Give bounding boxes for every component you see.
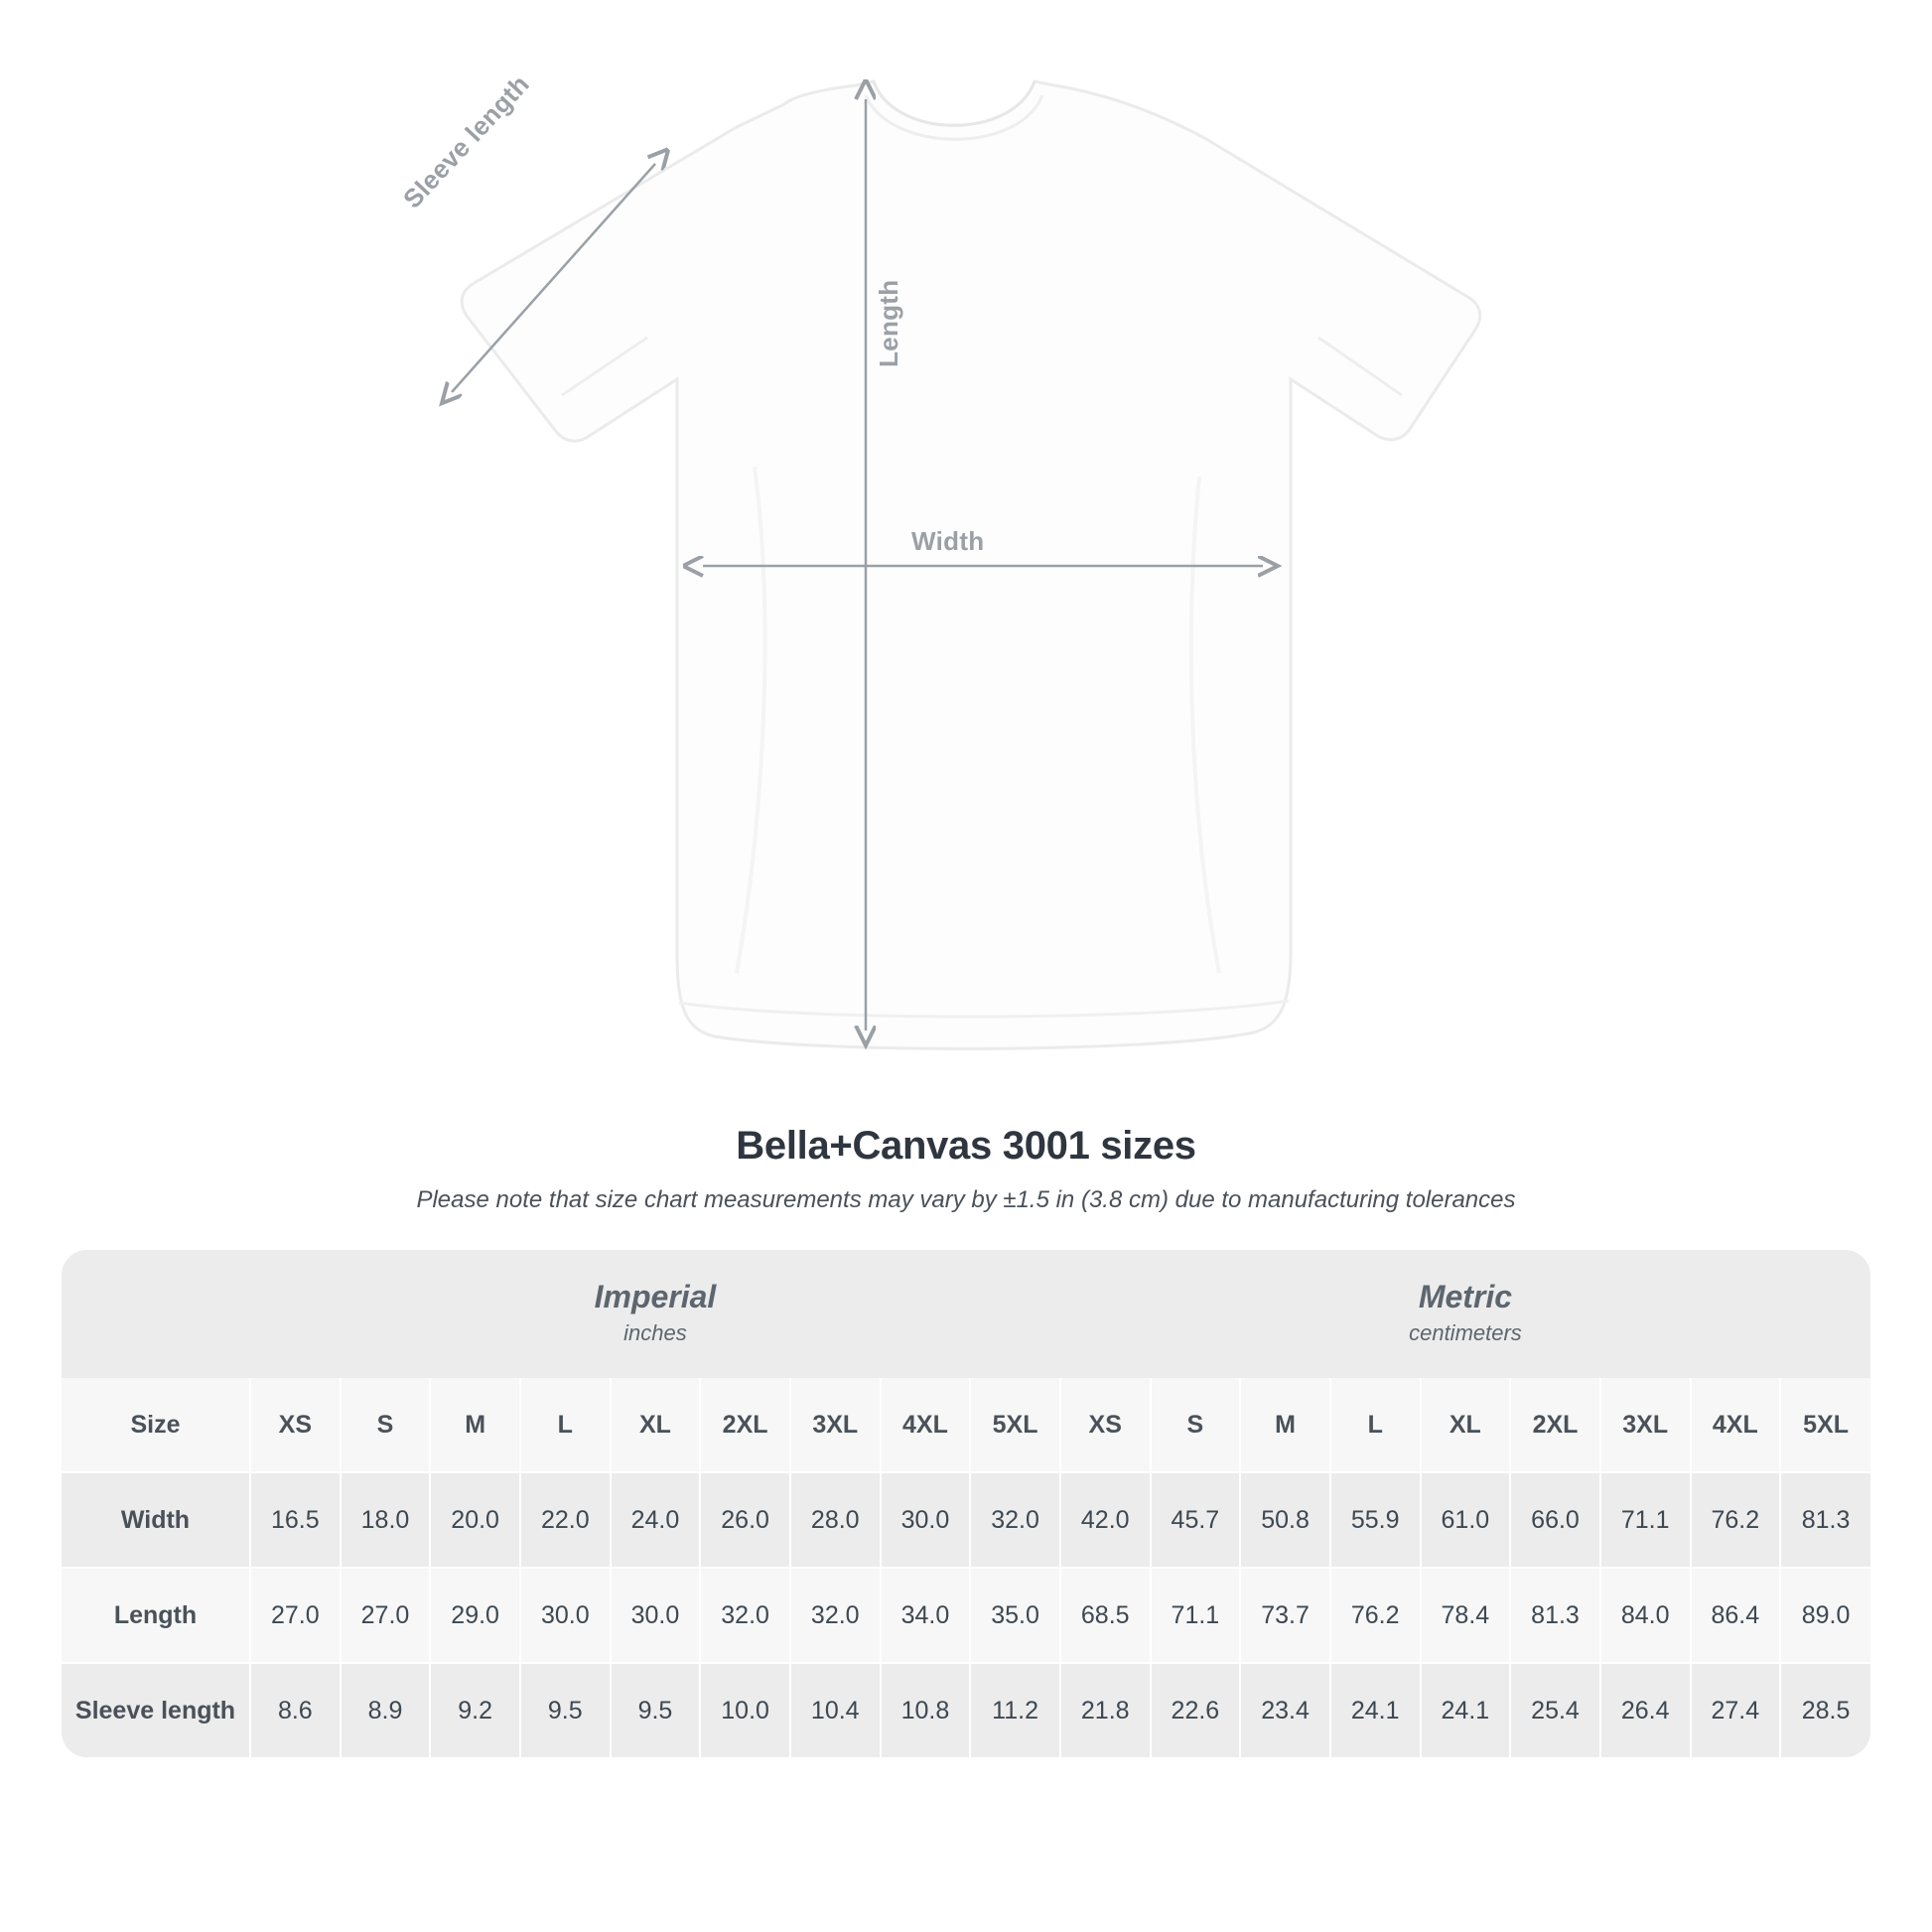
cell-length-imp-4xl: 34.0 <box>881 1568 971 1663</box>
cell-width-met-5xl: 81.3 <box>1780 1472 1870 1568</box>
cell-sleeve-met-2xl: 25.4 <box>1510 1663 1600 1757</box>
row-label-sleeve-length: Sleeve length <box>62 1663 250 1757</box>
cell-sleeve-imp-2xl: 10.0 <box>700 1663 790 1757</box>
cell-sleeve-imp-m: 9.2 <box>430 1663 520 1757</box>
cell-length-imp-l: 30.0 <box>520 1568 611 1663</box>
width-label: Width <box>911 526 985 556</box>
size-header-met-xl: XL <box>1421 1378 1511 1472</box>
size-header-met-s: S <box>1151 1378 1241 1472</box>
cell-width-imp-4xl: 30.0 <box>881 1472 971 1568</box>
cell-length-imp-xs: 27.0 <box>250 1568 341 1663</box>
size-header-row <box>62 1378 1870 1472</box>
unit-header-row <box>62 1250 1870 1378</box>
row-label-width: Width <box>62 1472 250 1568</box>
page-title: Bella+Canvas 3001 sizes <box>736 1124 1196 1168</box>
page-subtitle: Please note that size chart measurements may vary by ±1.5 in (3.8 cm) due to manufacturing tolerances <box>416 1186 1516 1213</box>
cell-length-imp-2xl: 32.0 <box>700 1568 790 1663</box>
size-header-imp-3xl: 3XL <box>790 1378 881 1472</box>
size-chart-table-wrap <box>62 1250 1870 1757</box>
size-header-imp-4xl: 4XL <box>881 1378 971 1472</box>
unit-header-spacer <box>62 1250 250 1378</box>
size-header-met-5xl: 5XL <box>1780 1378 1870 1472</box>
cell-sleeve-imp-xs: 8.6 <box>250 1663 341 1757</box>
table-row <box>62 1663 1870 1757</box>
length-label: Length <box>874 279 903 367</box>
cell-width-imp-m: 20.0 <box>430 1472 520 1568</box>
cell-sleeve-imp-xl: 9.5 <box>611 1663 701 1757</box>
sleeve-length-label: Sleeve length <box>397 69 535 214</box>
cell-sleeve-imp-s: 8.9 <box>341 1663 431 1757</box>
size-header-label: Size <box>62 1378 250 1472</box>
size-header-imp-l: L <box>520 1378 611 1472</box>
unit-metric-sub: centimeters <box>1409 1320 1522 1346</box>
table-row <box>62 1472 1870 1568</box>
cell-width-met-xs: 42.0 <box>1060 1472 1151 1568</box>
cell-sleeve-met-xl: 24.1 <box>1421 1663 1511 1757</box>
cell-length-imp-xl: 30.0 <box>611 1568 701 1663</box>
cell-length-imp-s: 27.0 <box>341 1568 431 1663</box>
cell-width-met-m: 50.8 <box>1240 1472 1330 1568</box>
table-row <box>62 1568 1870 1663</box>
cell-sleeve-met-xs: 21.8 <box>1060 1663 1151 1757</box>
cell-width-imp-s: 18.0 <box>341 1472 431 1568</box>
size-header-imp-5xl: 5XL <box>970 1378 1060 1472</box>
cell-sleeve-met-l: 24.1 <box>1330 1663 1421 1757</box>
size-header-met-l: L <box>1330 1378 1421 1472</box>
size-header-imp-xl: XL <box>611 1378 701 1472</box>
cell-width-imp-l: 22.0 <box>520 1472 611 1568</box>
cell-width-met-l: 55.9 <box>1330 1472 1421 1568</box>
cell-width-imp-2xl: 26.0 <box>700 1472 790 1568</box>
cell-length-met-4xl: 86.4 <box>1691 1568 1781 1663</box>
unit-group-imperial <box>250 1250 1060 1378</box>
size-header-imp-xs: XS <box>250 1378 341 1472</box>
cell-width-imp-3xl: 28.0 <box>790 1472 881 1568</box>
cell-sleeve-met-m: 23.4 <box>1240 1663 1330 1757</box>
size-header-met-2xl: 2XL <box>1510 1378 1600 1472</box>
size-header-met-4xl: 4XL <box>1691 1378 1781 1472</box>
cell-sleeve-met-s: 22.6 <box>1151 1663 1241 1757</box>
cell-sleeve-met-5xl: 28.5 <box>1780 1663 1870 1757</box>
cell-length-met-xl: 78.4 <box>1421 1568 1511 1663</box>
cell-width-imp-xl: 24.0 <box>611 1472 701 1568</box>
row-label-length: Length <box>62 1568 250 1663</box>
cell-length-met-m: 73.7 <box>1240 1568 1330 1663</box>
unit-group-metric <box>1060 1250 1870 1378</box>
cell-sleeve-met-3xl: 26.4 <box>1600 1663 1691 1757</box>
size-header-met-3xl: 3XL <box>1600 1378 1691 1472</box>
size-header-imp-2xl: 2XL <box>700 1378 790 1472</box>
size-header-imp-s: S <box>341 1378 431 1472</box>
size-header-met-m: M <box>1240 1378 1330 1472</box>
unit-imperial-name: Imperial <box>594 1279 717 1314</box>
cell-width-met-4xl: 76.2 <box>1691 1472 1781 1568</box>
cell-width-met-xl: 61.0 <box>1421 1472 1511 1568</box>
cell-sleeve-met-4xl: 27.4 <box>1691 1663 1781 1757</box>
size-chart-table <box>62 1250 1870 1757</box>
cell-length-imp-5xl: 35.0 <box>970 1568 1060 1663</box>
cell-sleeve-imp-l: 9.5 <box>520 1663 611 1757</box>
cell-length-met-3xl: 84.0 <box>1600 1568 1691 1663</box>
size-header-met-xs: XS <box>1060 1378 1151 1472</box>
cell-length-imp-m: 29.0 <box>430 1568 520 1663</box>
cell-length-met-xs: 68.5 <box>1060 1568 1151 1663</box>
cell-length-met-l: 76.2 <box>1330 1568 1421 1663</box>
cell-sleeve-imp-4xl: 10.8 <box>881 1663 971 1757</box>
cell-length-imp-3xl: 32.0 <box>790 1568 881 1663</box>
cell-width-met-s: 45.7 <box>1151 1472 1241 1568</box>
cell-length-met-5xl: 89.0 <box>1780 1568 1870 1663</box>
unit-metric-name: Metric <box>1418 1279 1513 1314</box>
cell-width-imp-5xl: 32.0 <box>970 1472 1060 1568</box>
cell-width-met-2xl: 66.0 <box>1510 1472 1600 1568</box>
cell-width-met-3xl: 71.1 <box>1600 1472 1691 1568</box>
title-block <box>0 1124 1932 1214</box>
cell-length-met-2xl: 81.3 <box>1510 1568 1600 1663</box>
size-header-imp-m: M <box>430 1378 520 1472</box>
unit-imperial-sub: inches <box>623 1320 687 1346</box>
cell-sleeve-imp-3xl: 10.4 <box>790 1663 881 1757</box>
cell-sleeve-imp-5xl: 11.2 <box>970 1663 1060 1757</box>
cell-width-imp-xs: 16.5 <box>250 1472 341 1568</box>
cell-length-met-s: 71.1 <box>1151 1568 1241 1663</box>
